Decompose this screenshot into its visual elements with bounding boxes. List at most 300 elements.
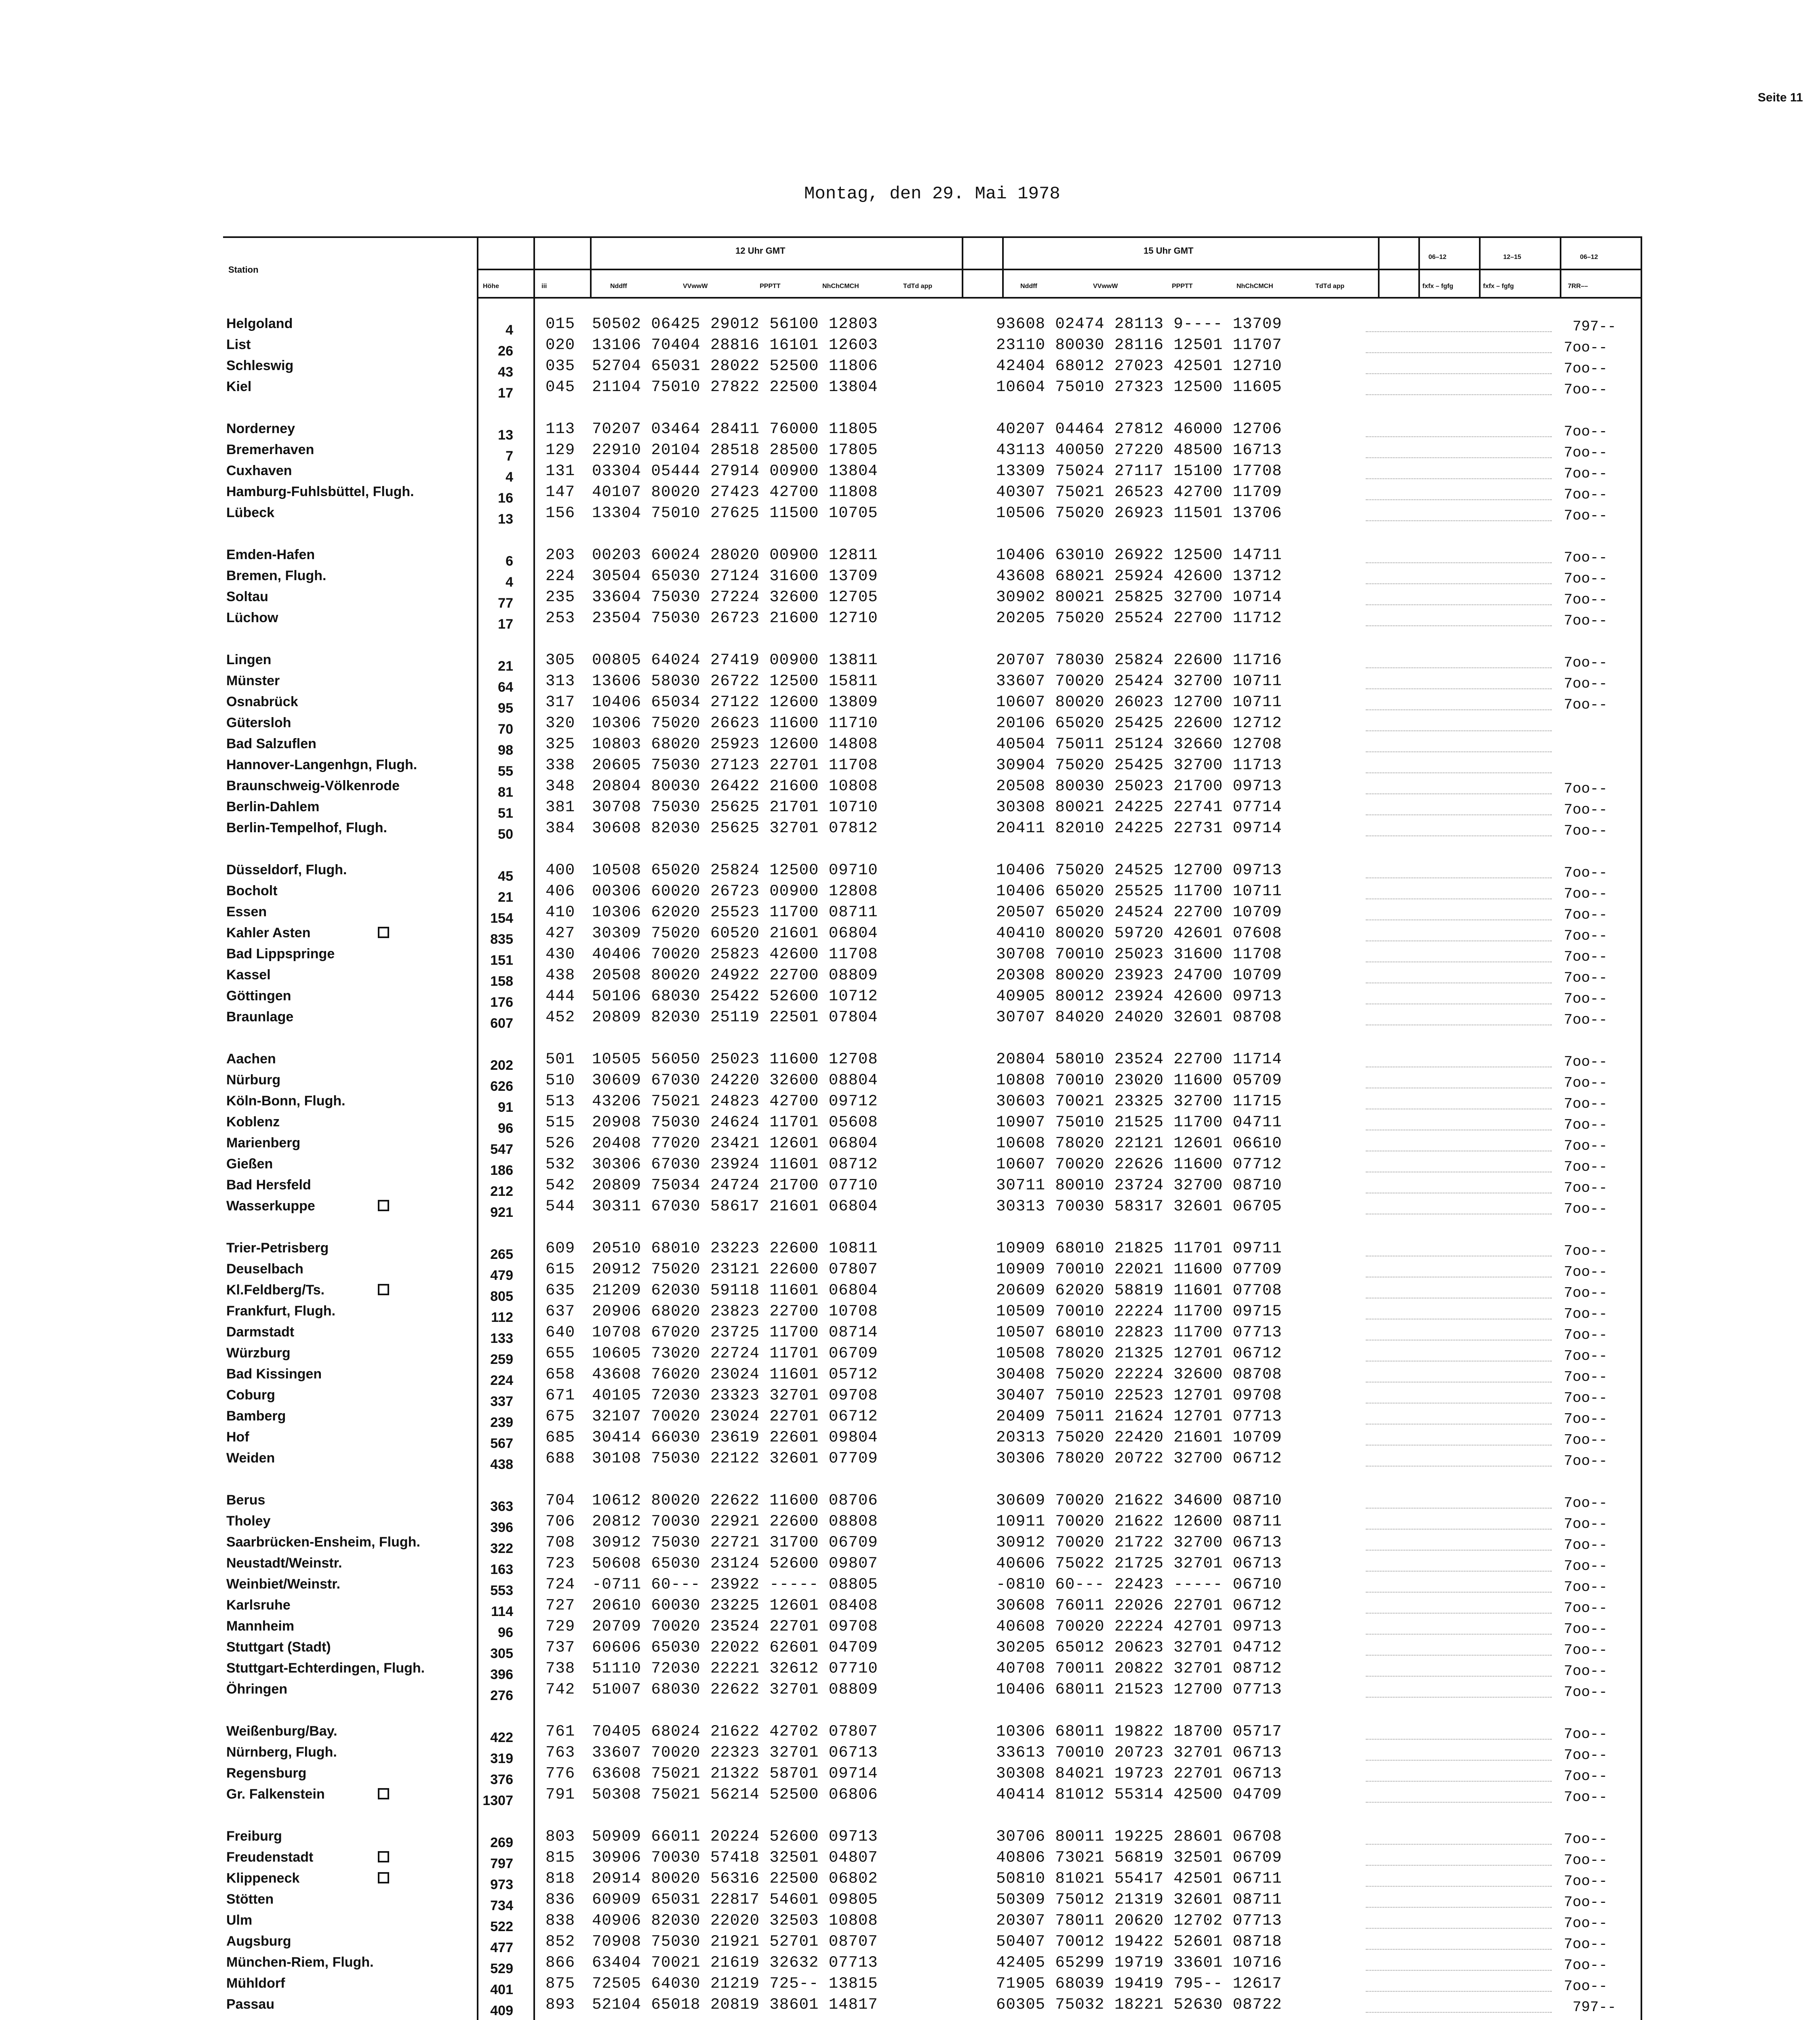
obs-15-gmt: -0810 60--- 22423 ----- 06710 — [996, 1576, 1282, 1593]
station-row — [0, 1281, 1820, 1302]
station-index: 526 — [546, 1134, 575, 1152]
station-name: Trier-Petrisberg — [226, 1240, 329, 1256]
station-name: Marienberg — [226, 1135, 301, 1151]
station-height: 4 — [506, 469, 513, 485]
station-name: Stuttgart-Echterdingen, Flugh. — [226, 1660, 425, 1676]
station-index: 515 — [546, 1113, 575, 1131]
extra-code: 7oo-- — [1564, 1579, 1608, 1595]
station-height: 91 — [498, 1100, 513, 1115]
obs-15-gmt: 20707 78030 25824 22600 11716 — [996, 651, 1282, 669]
obs-12-gmt: 52104 65018 20819 38601 14817 — [592, 1996, 878, 2014]
extra-code: 7oo-- — [1564, 802, 1608, 818]
station-height: 553 — [490, 1583, 513, 1598]
obs-12-gmt: 10306 62020 25523 11700 08711 — [592, 903, 878, 921]
station-index: 852 — [546, 1933, 575, 1951]
station-name: München-Riem, Flugh. — [226, 1955, 374, 1970]
station-row — [0, 567, 1820, 588]
extra-code: 7oo-- — [1564, 675, 1608, 692]
obs-15-gmt: 10506 75020 26923 11501 13706 — [996, 504, 1282, 522]
header-hoehe: Höhe — [483, 283, 499, 290]
station-name: Essen — [226, 904, 267, 920]
obs-12-gmt: 30912 75030 22721 31700 06709 — [592, 1534, 878, 1551]
header-12-col: NhChCMCH — [822, 283, 859, 290]
obs-12-gmt: 13304 75010 27625 11500 10705 — [592, 504, 878, 522]
station-height: 45 — [498, 869, 513, 884]
obs-12-gmt: 70405 68024 21622 42702 07807 — [592, 1723, 878, 1740]
dotted-leader — [1366, 583, 1552, 584]
obs-12-gmt: 30309 75020 60520 21601 06804 — [592, 924, 878, 942]
station-name: Ulm — [226, 1913, 253, 1928]
station-index: 704 — [546, 1492, 575, 1509]
header-extra-sub: 7RR–– — [1568, 283, 1588, 290]
obs-12-gmt: -0711 60--- 23922 ----- 08805 — [592, 1576, 878, 1593]
extra-code: 7oo-- — [1564, 1264, 1608, 1280]
station-row — [0, 1134, 1820, 1155]
station-index: 427 — [546, 924, 575, 942]
station-index: 615 — [546, 1260, 575, 1278]
station-index: 675 — [546, 1408, 575, 1425]
dotted-leader — [1366, 1529, 1552, 1530]
extra-code: 7oo-- — [1564, 1936, 1608, 1953]
station-name: Deuselbach — [226, 1261, 303, 1277]
dotted-leader — [1366, 1445, 1552, 1446]
obs-12-gmt: 00203 60024 28020 00900 12811 — [592, 546, 878, 564]
obs-15-gmt: 10406 65020 25525 11700 10711 — [996, 882, 1282, 900]
obs-12-gmt: 10508 65020 25824 12500 09710 — [592, 861, 878, 879]
station-index: 532 — [546, 1155, 575, 1173]
station-name: Tholey — [226, 1513, 271, 1529]
station-index: 452 — [546, 1008, 575, 1026]
obs-12-gmt: 60606 65030 22022 62601 04709 — [592, 1639, 878, 1656]
dotted-leader — [1366, 1970, 1552, 1971]
station-row — [0, 1639, 1820, 1660]
header-extra: 12–15 — [1503, 254, 1521, 261]
dotted-leader — [1366, 877, 1552, 878]
obs-15-gmt: 30408 75020 22224 32600 08708 — [996, 1366, 1282, 1383]
station-index: 724 — [546, 1576, 575, 1593]
station-index: 729 — [546, 1618, 575, 1635]
obs-12-gmt: 30609 67030 24220 32600 08804 — [592, 1071, 878, 1089]
station-name: Nürburg — [226, 1072, 281, 1088]
obs-15-gmt: 20205 75020 25524 22700 11712 — [996, 609, 1282, 627]
station-row — [0, 1450, 1820, 1471]
obs-12-gmt: 51110 72030 22221 32612 07710 — [592, 1660, 878, 1677]
station-height: 26 — [498, 343, 513, 359]
station-name: Darmstadt — [226, 1324, 295, 1340]
obs-15-gmt: 10406 63010 26922 12500 14711 — [996, 546, 1282, 564]
obs-15-gmt: 13309 75024 27117 15100 17708 — [996, 462, 1282, 480]
station-name: Schleswig — [226, 358, 294, 373]
obs-15-gmt: 20307 78011 20620 12702 07713 — [996, 1912, 1282, 1930]
dotted-leader — [1366, 1697, 1552, 1698]
station-index: 776 — [546, 1765, 575, 1782]
dotted-leader — [1366, 1571, 1552, 1572]
obs-12-gmt: 30306 67030 23924 11601 08712 — [592, 1155, 878, 1173]
extra-code: 7oo-- — [1564, 339, 1608, 356]
station-name: Bremerhaven — [226, 442, 314, 457]
obs-12-gmt: 20709 70020 23524 22701 09708 — [592, 1618, 878, 1635]
station-name: Freiburg — [226, 1829, 282, 1844]
station-row — [0, 798, 1820, 819]
obs-15-gmt: 40606 75022 21725 32701 06713 — [996, 1555, 1282, 1572]
station-row — [0, 1324, 1820, 1345]
extra-code: 7oo-- — [1564, 507, 1608, 524]
station-name: Berlin-Dahlem — [226, 799, 320, 814]
dotted-leader — [1366, 331, 1552, 332]
obs-15-gmt: 30706 80011 19225 28601 06708 — [996, 1828, 1282, 1845]
station-name: Weiden — [226, 1450, 275, 1466]
obs-12-gmt: 00805 64024 27419 00900 13811 — [592, 651, 878, 669]
extra-code: 7oo-- — [1564, 1411, 1608, 1427]
station-row — [0, 420, 1820, 441]
station-index: 708 — [546, 1534, 575, 1551]
station-name: Lübeck — [226, 505, 275, 520]
station-name: Coburg — [226, 1387, 275, 1403]
station-height: 224 — [490, 1373, 513, 1388]
obs-12-gmt: 40107 80020 27423 42700 11808 — [592, 483, 878, 501]
obs-15-gmt: 30306 78020 20722 32700 06712 — [996, 1450, 1282, 1467]
extra-code: 7oo-- — [1564, 1558, 1608, 1574]
station-height: 305 — [490, 1646, 513, 1661]
obs-15-gmt: 60305 75032 18221 52630 08722 — [996, 1996, 1282, 2014]
station-height: 7 — [506, 448, 513, 464]
station-row — [0, 378, 1820, 399]
dotted-leader — [1366, 1508, 1552, 1509]
station-height: 396 — [490, 1520, 513, 1535]
station-index: 803 — [546, 1828, 575, 1845]
obs-15-gmt: 20609 62020 58819 11601 07708 — [996, 1281, 1282, 1299]
station-name: Kiel — [226, 379, 252, 394]
station-name: Karlsruhe — [226, 1597, 291, 1613]
station-name: Klippeneck — [226, 1871, 300, 1886]
obs-12-gmt: 50502 06425 29012 56100 12803 — [592, 315, 878, 333]
station-row — [0, 1618, 1820, 1639]
station-row — [0, 1260, 1820, 1281]
extra-code: 7oo-- — [1564, 886, 1608, 902]
obs-15-gmt: 10508 78020 21325 12701 06712 — [996, 1345, 1282, 1362]
station-row — [0, 1555, 1820, 1576]
obs-12-gmt: 20809 82030 25119 22501 07804 — [592, 1008, 878, 1026]
obs-15-gmt: 10907 75010 21525 11700 04711 — [996, 1113, 1282, 1131]
extra-code: 7oo-- — [1564, 1117, 1608, 1133]
obs-12-gmt: 30108 75030 22122 32601 07709 — [592, 1450, 878, 1467]
extra-code: 7oo-- — [1564, 1096, 1608, 1112]
obs-15-gmt: 10406 68011 21523 12700 07713 — [996, 1681, 1282, 1698]
obs-12-gmt: 20912 75020 23121 22600 07807 — [592, 1260, 878, 1278]
dotted-leader — [1366, 499, 1552, 500]
obs-12-gmt: 13606 58030 26722 12500 15811 — [592, 672, 878, 690]
extra-code: 7oo-- — [1564, 1831, 1608, 1847]
obs-15-gmt: 30313 70030 58317 32601 06705 — [996, 1197, 1282, 1215]
station-row — [0, 1387, 1820, 1408]
obs-15-gmt: 30407 75010 22523 12701 09708 — [996, 1387, 1282, 1404]
station-index: 637 — [546, 1302, 575, 1320]
obs-15-gmt: 40307 75021 26523 42700 11709 — [996, 483, 1282, 501]
header-iii: iii — [541, 283, 547, 290]
station-row — [0, 546, 1820, 567]
station-index: 836 — [546, 1891, 575, 1908]
obs-12-gmt: 23504 75030 26723 21600 12710 — [592, 609, 878, 627]
dotted-leader — [1366, 1865, 1552, 1866]
station-height: 133 — [490, 1331, 513, 1346]
extra-code: 7oo-- — [1564, 591, 1608, 608]
column-rule-12 — [962, 236, 963, 297]
obs-12-gmt: 40105 72030 23323 32701 09708 — [592, 1387, 878, 1404]
obs-15-gmt: 40207 04464 27812 46000 12706 — [996, 420, 1282, 438]
station-height: 259 — [490, 1352, 513, 1367]
obs-15-gmt: 23110 80030 28116 12501 11707 — [996, 336, 1282, 354]
station-index: 113 — [546, 420, 575, 438]
station-index: 020 — [546, 336, 575, 354]
obs-15-gmt: 42404 68012 27023 42501 12710 — [996, 357, 1282, 375]
station-row — [0, 1576, 1820, 1597]
dotted-leader — [1366, 562, 1552, 563]
station-index: 542 — [546, 1176, 575, 1194]
obs-12-gmt: 00306 60020 26723 00900 12808 — [592, 882, 878, 900]
extra-code: 7oo-- — [1564, 381, 1608, 398]
station-index: 738 — [546, 1660, 575, 1677]
station-name: Öhringen — [226, 1681, 288, 1697]
header-15-col: TdTd app — [1315, 283, 1344, 290]
obs-15-gmt: 20804 58010 23524 22700 11714 — [996, 1050, 1282, 1068]
dotted-leader — [1366, 1613, 1552, 1614]
station-index: 875 — [546, 1975, 575, 1993]
station-row — [0, 672, 1820, 693]
extra-code: 7oo-- — [1564, 1621, 1608, 1637]
station-index: 671 — [546, 1387, 575, 1404]
station-height: 50 — [498, 827, 513, 842]
obs-15-gmt: 20308 80020 23923 24700 10709 — [996, 966, 1282, 984]
station-name: Bad Hersfeld — [226, 1177, 311, 1193]
extra-code: 7oo-- — [1564, 1768, 1608, 1784]
dotted-leader — [1366, 688, 1552, 689]
station-height: 265 — [490, 1247, 513, 1262]
station-height: 21 — [498, 659, 513, 674]
dotted-leader — [1366, 625, 1552, 626]
station-name: Bad Kissingen — [226, 1366, 322, 1382]
station-index: 635 — [546, 1281, 575, 1299]
header-12-uhr: 12 Uhr GMT — [735, 246, 786, 256]
station-index: 305 — [546, 651, 575, 669]
dotted-leader — [1366, 793, 1552, 794]
station-row — [0, 1975, 1820, 1996]
station-index: 544 — [546, 1197, 575, 1215]
obs-15-gmt: 40410 80020 59720 42601 07608 — [996, 924, 1282, 942]
obs-15-gmt: 43113 40050 27220 48500 16713 — [996, 441, 1282, 459]
station-index: 685 — [546, 1429, 575, 1446]
station-height: 77 — [498, 595, 513, 611]
station-height: 319 — [490, 1751, 513, 1766]
obs-12-gmt: 10306 75020 26623 11600 11710 — [592, 714, 878, 732]
extra-code: 7oo-- — [1564, 1978, 1608, 1995]
obs-12-gmt: 20508 80020 24922 22700 08809 — [592, 966, 878, 984]
station-index: 156 — [546, 504, 575, 522]
station-row — [0, 966, 1820, 987]
dotted-leader — [1366, 898, 1552, 899]
station-row — [0, 315, 1820, 336]
station-name: Soltau — [226, 589, 268, 604]
obs-15-gmt: 40504 75011 25124 32660 12708 — [996, 735, 1282, 753]
dotted-leader — [1366, 1949, 1552, 1950]
station-height: 21 — [498, 890, 513, 905]
station-height: 96 — [498, 1121, 513, 1136]
station-height: 422 — [490, 1730, 513, 1745]
station-name: Emden-Hafen — [226, 547, 315, 562]
station-height: 522 — [490, 1919, 513, 1934]
dotted-leader — [1366, 751, 1552, 752]
station-row — [0, 1660, 1820, 1681]
square-symbol-icon — [378, 927, 389, 938]
station-index: 384 — [546, 819, 575, 837]
station-index: 400 — [546, 861, 575, 879]
header-extra: 06–12 — [1428, 254, 1447, 261]
extra-code: 7oo-- — [1564, 1348, 1608, 1364]
station-height: 805 — [490, 1289, 513, 1304]
extra-code: 7oo-- — [1564, 423, 1608, 440]
station-index: 640 — [546, 1324, 575, 1341]
station-name: Helgoland — [226, 316, 293, 331]
station-row — [0, 924, 1820, 945]
obs-15-gmt: 30902 80021 25825 32700 10714 — [996, 588, 1282, 606]
station-row — [0, 1597, 1820, 1618]
station-index: 706 — [546, 1513, 575, 1530]
station-height: 1307 — [482, 1793, 513, 1808]
station-index: 510 — [546, 1071, 575, 1089]
station-height: 607 — [490, 1016, 513, 1031]
page-date: Montag, den 29. Mai 1978 — [804, 184, 1060, 204]
station-name: Mühldorf — [226, 1976, 285, 1991]
station-height: 13 — [498, 427, 513, 443]
obs-15-gmt: 50309 75012 21319 32601 08711 — [996, 1891, 1282, 1908]
obs-12-gmt: 70207 03464 28411 76000 11805 — [592, 420, 878, 438]
extra-code: 7oo-- — [1564, 1432, 1608, 1448]
station-index: 727 — [546, 1597, 575, 1614]
station-row — [0, 1912, 1820, 1933]
station-index: 035 — [546, 357, 575, 375]
obs-15-gmt: 20313 75020 22420 21601 10709 — [996, 1429, 1282, 1446]
station-name: Hannover-Langenhgn, Flugh. — [226, 757, 417, 772]
station-row — [0, 945, 1820, 966]
square-symbol-icon — [378, 1284, 389, 1295]
obs-12-gmt: 32107 70020 23024 22701 06712 — [592, 1408, 878, 1425]
station-height: 43 — [498, 364, 513, 380]
extra-code: 7oo-- — [1564, 1537, 1608, 1553]
station-row — [0, 1513, 1820, 1534]
station-name: Braunlage — [226, 1009, 294, 1025]
station-row — [0, 483, 1820, 504]
extra-code: 7oo-- — [1564, 1789, 1608, 1805]
obs-15-gmt: 30608 76011 22026 22701 06712 — [996, 1597, 1282, 1614]
station-index: 015 — [546, 315, 575, 333]
station-name: Cuxhaven — [226, 463, 292, 478]
obs-15-gmt: 30912 70020 21722 32700 06713 — [996, 1534, 1282, 1551]
dotted-leader — [1366, 772, 1552, 773]
station-row — [0, 987, 1820, 1008]
station-height: 401 — [490, 1982, 513, 1997]
station-row — [0, 357, 1820, 378]
station-row — [0, 777, 1820, 798]
obs-15-gmt: 30711 80010 23724 32700 08710 — [996, 1176, 1282, 1194]
square-symbol-icon — [378, 1851, 389, 1862]
obs-15-gmt: 20106 65020 25425 22600 12712 — [996, 714, 1282, 732]
obs-15-gmt: 20411 82010 24225 22731 09714 — [996, 819, 1282, 837]
obs-12-gmt: 72505 64030 21219 725-- 13815 — [592, 1975, 878, 1993]
station-row — [0, 1302, 1820, 1324]
obs-12-gmt: 20809 75034 24724 21700 07710 — [592, 1176, 878, 1194]
station-name: Frankfurt, Flugh. — [226, 1303, 336, 1319]
extra-code: 7oo-- — [1564, 1516, 1608, 1532]
station-row — [0, 1849, 1820, 1870]
dotted-leader — [1366, 667, 1552, 668]
station-row — [0, 1996, 1820, 2017]
station-height: 396 — [490, 1667, 513, 1682]
obs-12-gmt: 20408 77020 23421 12601 06804 — [592, 1134, 878, 1152]
station-name: Osnabrück — [226, 694, 298, 709]
station-row — [0, 1765, 1820, 1786]
obs-15-gmt: 20507 65020 24524 22700 10709 — [996, 903, 1282, 921]
dotted-leader — [1366, 1991, 1552, 1992]
obs-12-gmt: 33604 75030 27224 32600 12705 — [592, 588, 878, 606]
station-row — [0, 882, 1820, 903]
station-height: 17 — [498, 617, 513, 632]
station-name: Gütersloh — [226, 715, 291, 730]
obs-12-gmt: 70908 75030 21921 52701 08707 — [592, 1933, 878, 1951]
station-name: Kl.Feldberg/Ts. — [226, 1282, 325, 1298]
extra-code: 7oo-- — [1564, 823, 1608, 839]
station-row — [0, 504, 1820, 525]
header-15-col: NhChCMCH — [1237, 283, 1273, 290]
obs-12-gmt: 50608 65030 23124 52600 09807 — [592, 1555, 878, 1572]
header-12-col: TdTd app — [903, 283, 932, 290]
station-row — [0, 861, 1820, 882]
obs-12-gmt: 10505 56050 25023 11600 12708 — [592, 1050, 878, 1068]
obs-15-gmt: 20508 80030 25023 21700 09713 — [996, 777, 1282, 795]
header-extra-sub: fxfx – fgfg — [1483, 283, 1514, 290]
station-index: 761 — [546, 1723, 575, 1740]
dotted-leader — [1366, 730, 1552, 731]
station-height: 797 — [490, 1856, 513, 1871]
obs-12-gmt: 30311 67030 58617 21601 06804 — [592, 1197, 878, 1215]
station-height: 835 — [490, 932, 513, 947]
station-row — [0, 1113, 1820, 1134]
dotted-leader — [1366, 1739, 1552, 1740]
station-index: 147 — [546, 483, 575, 501]
extra-code: 7oo-- — [1564, 1285, 1608, 1301]
station-index: 737 — [546, 1639, 575, 1656]
extra-code: 7oo-- — [1564, 949, 1608, 965]
obs-12-gmt: 43206 75021 24823 42700 09712 — [592, 1092, 878, 1110]
station-name: Neustadt/Weinstr. — [226, 1555, 342, 1571]
header-15-uhr: 15 Uhr GMT — [1144, 246, 1194, 256]
obs-12-gmt: 20610 60030 23225 12601 08408 — [592, 1597, 878, 1614]
station-index: 430 — [546, 945, 575, 963]
station-index: 742 — [546, 1681, 575, 1698]
obs-12-gmt: 10605 73020 22724 11701 06709 — [592, 1345, 878, 1362]
obs-12-gmt: 30708 75030 25625 21701 10710 — [592, 798, 878, 816]
extra-code: 7oo-- — [1564, 1075, 1608, 1091]
extra-code: 7oo-- — [1564, 444, 1608, 461]
extra-code: 7oo-- — [1564, 1453, 1608, 1469]
extra-code: 7oo-- — [1564, 1138, 1608, 1154]
station-height: 81 — [498, 785, 513, 800]
station-name: Saarbrücken-Ensheim, Flugh. — [226, 1534, 420, 1550]
station-row — [0, 1071, 1820, 1092]
station-name: Berlin-Tempelhof, Flugh. — [226, 820, 387, 835]
station-name: Hamburg-Fuhlsbüttel, Flugh. — [226, 484, 414, 499]
station-row — [0, 336, 1820, 357]
obs-15-gmt: 10909 68010 21825 11701 09711 — [996, 1239, 1282, 1257]
header-12-col: PPPTT — [760, 283, 781, 290]
